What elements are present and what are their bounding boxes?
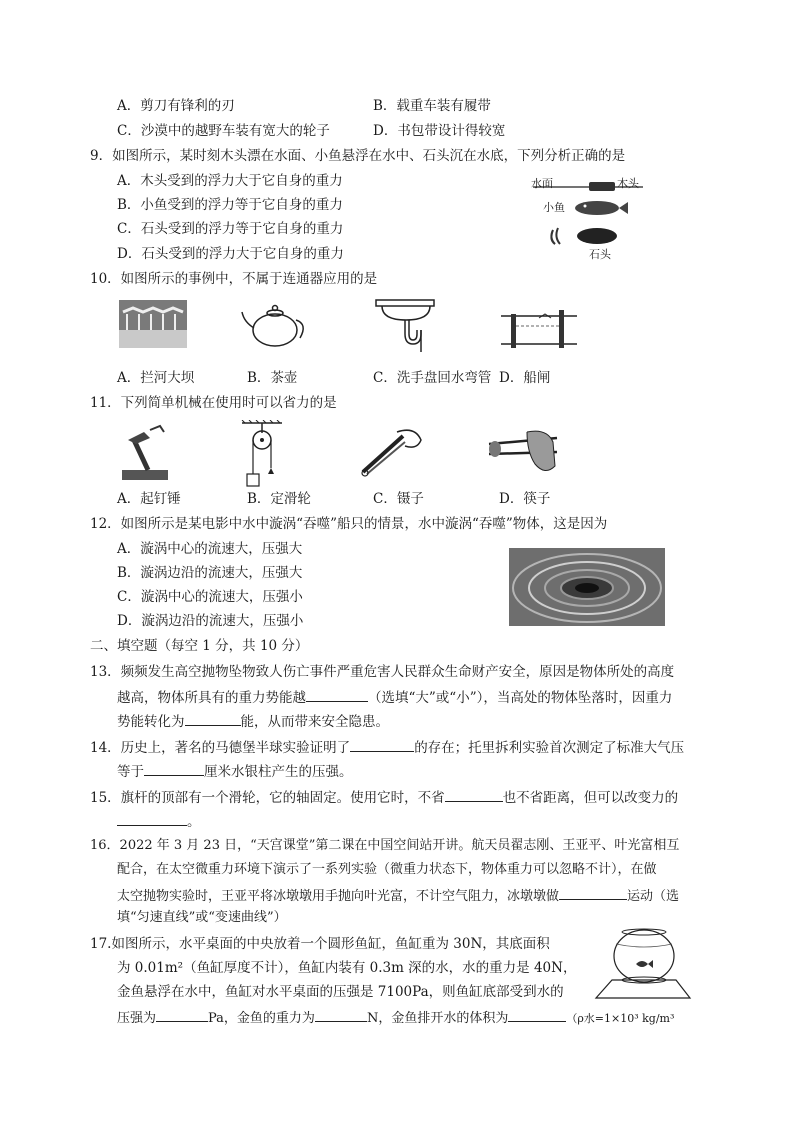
q10-option-a: A．拦河大坝 — [117, 370, 195, 386]
q15-line-1b: 也不省距离，但可以改变力的 — [502, 790, 679, 806]
q17-blank-2[interactable] — [315, 1007, 367, 1022]
q13-line-3 — [117, 711, 389, 731]
q13-line-2a: 越高，物体所具有的重力势能越 — [117, 690, 306, 706]
q15-line-2 — [117, 811, 201, 831]
q9-option-d: D．石头受到的浮力大于它自身的重力 — [117, 246, 344, 262]
q16-line-4: 填“匀速直线”或“变速曲线”） — [117, 910, 287, 925]
q17-line-4d: （ρ水=1×10³ kg/m³ — [566, 1012, 675, 1025]
sink-image — [372, 296, 442, 356]
teapot-image — [240, 296, 310, 351]
dam-icon — [119, 300, 187, 348]
sink-trap-icon — [372, 296, 442, 356]
q12-option-c: C．漩涡中心的流速大，压强小 — [117, 589, 303, 605]
q13-blank-1[interactable] — [306, 687, 368, 702]
q17-blank-1[interactable] — [156, 1007, 208, 1022]
q17-line-4 — [117, 1007, 674, 1028]
q14-line-1 — [90, 737, 684, 757]
q15-blank-1[interactable] — [445, 787, 503, 802]
q17-line-4c: N，金鱼排开水的体积为 — [366, 1011, 509, 1026]
q17-line-4a: 压强为 — [117, 1011, 157, 1026]
fixed-pulley-image — [240, 420, 285, 488]
q16-blank-1[interactable] — [559, 885, 627, 900]
q14-line-1a: 14．历史上，著名的马德堡半球实验证明了 — [90, 740, 351, 756]
q11-option-d: D．筷子 — [499, 491, 551, 507]
q16-line-2: 配合，在太空微重力环境下演示了一系列实验（微重力状态下，物体重力可以忽略不计），在做 — [117, 862, 657, 877]
q14-line-2b: 厘米水银柱产生的压强。 — [204, 764, 353, 780]
q11-option-a: A．起钉锤 — [117, 491, 181, 507]
q12-stem: 12．如图所示是某电影中水中漩涡“吞噬”船只的情景，水中漩涡“吞噬”物体，这是因为 — [90, 516, 608, 532]
q13-line-2 — [117, 687, 672, 707]
q10-option-d: D．船闸 — [499, 370, 551, 386]
q9-option-b: B．小鱼受到的浮力等于它自身的重力 — [117, 197, 343, 213]
q16-line-3b: 运动（选 — [627, 889, 680, 904]
q14-line-1b: 的存在；托里拆利实验首次测定了标准大气压 — [414, 740, 685, 756]
q17-line-1: 17.如图所示，水平桌面的中央放着一个圆形鱼缸，鱼缸重为 30N，其底面积 — [90, 936, 550, 952]
q13-line-3a: 势能转化为 — [117, 714, 185, 730]
claw-hammer-image — [120, 424, 170, 482]
q17-blank-3[interactable] — [508, 1007, 566, 1022]
q13-line-3b: 能，从而带来安全隐患。 — [240, 714, 389, 730]
fixed-pulley-icon — [240, 420, 285, 488]
fig-label-stone: 石头 — [589, 248, 611, 261]
q13-line-1: 13．频频发生高空抛物坠物致人伤亡事件严重危害人民群众生命财产安全，原因是物体所处的高度 — [90, 664, 675, 680]
tweezers-icon — [357, 424, 427, 479]
q14-line-2 — [117, 761, 353, 781]
q10-option-b: B．茶壶 — [247, 370, 298, 386]
ship-lock-image — [499, 300, 579, 355]
chopsticks-image — [487, 424, 559, 479]
q8-option-b: B．载重车装有履带 — [373, 98, 491, 114]
q11-option-c: C．镊子 — [373, 491, 424, 507]
q15-line-2: 。 — [187, 814, 201, 830]
ship-lock-icon — [499, 300, 579, 355]
fig-label-water: 水面 — [531, 177, 553, 190]
fig-label-fish: 小鱼 — [543, 201, 565, 214]
q11-option-b: B．定滑轮 — [247, 491, 311, 507]
q8-option-a: A．剪刀有锋利的刃 — [117, 98, 235, 114]
q17-line-2: 为 0.01m²（鱼缸厚度不计），鱼缸内装有 0.3m 深的水，水的重力是 40N， — [117, 960, 577, 976]
q9-stem: 9．如图所示，某时刻木头漂在水面、小鱼悬浮在水中、石头沉在水底，下列分析正确的是 — [90, 148, 626, 164]
q9-option-a: A．木头受到的浮力大于它自身的重力 — [117, 173, 343, 189]
q15-line-1a: 15．旗杆的顶部有一个滑轮，它的轴固定。使用它时，不省 — [90, 790, 445, 806]
q12-option-a: A．漩涡中心的流速大，压强大 — [117, 541, 303, 557]
q9-option-c: C．石头受到的浮力等于它自身的重力 — [117, 221, 344, 237]
q12-option-b: B．漩涡边沿的流速大，压强大 — [117, 565, 303, 581]
q12-option-d: D．漩涡边沿的流速大，压强小 — [117, 613, 304, 629]
q17-line-3: 金鱼悬浮在水中，鱼缸对水平桌面的压强是 7100Pa，则鱼缸底部受到水的 — [117, 984, 564, 1000]
q10-option-c: C．洗手盘回水弯管 — [373, 370, 492, 386]
q14-blank-1[interactable] — [350, 737, 414, 752]
whirlpool-image — [509, 548, 665, 626]
q16-line-3 — [117, 885, 679, 906]
q13-line-2b: （选填“大”或“小”），当高处的物体坠落时，因重力 — [368, 690, 673, 706]
teapot-icon — [240, 296, 310, 351]
fish-tank-image — [590, 922, 694, 1002]
q8-option-d: D．书包带设计得较宽 — [373, 123, 506, 139]
q14-line-2a: 等于 — [117, 764, 144, 780]
q16-line-1: 16．2022 年 3 月 23 日，“天宫课堂”第二课在中国空间站开讲。航天员翟志刚、王亚平、叶光富相互 — [90, 838, 680, 853]
claw-hammer-icon — [120, 424, 170, 482]
q15-blank-2[interactable] — [117, 811, 187, 826]
fish-tank-icon — [590, 922, 694, 1002]
whirlpool-icon — [509, 548, 665, 626]
dam-image — [119, 300, 187, 348]
tweezers-image — [357, 424, 427, 479]
q11-stem: 11．下列简单机械在使用时可以省力的是 — [90, 395, 337, 411]
q8-option-c: C．沙漠中的越野车装有宽大的轮子 — [117, 123, 330, 139]
q17-line-4b: Pa，金鱼的重力为 — [208, 1011, 315, 1026]
q13-blank-2[interactable] — [185, 711, 241, 726]
q15-line-1 — [90, 787, 678, 807]
q14-blank-2[interactable] — [144, 761, 204, 776]
section-2-heading: 二、填空题（每空 1 分，共 10 分） — [90, 638, 309, 654]
q10-stem: 10．如图所示的事例中，不属于连通器应用的是 — [90, 271, 378, 287]
q9-figure — [525, 172, 650, 262]
fig-label-wood: 木头 — [617, 177, 639, 190]
chopsticks-icon — [487, 424, 559, 479]
q16-line-3a: 太空抛物实验时，王亚平将冰墩墩用手抛向叶光富，不计空气阻力，冰墩墩做 — [117, 889, 560, 904]
